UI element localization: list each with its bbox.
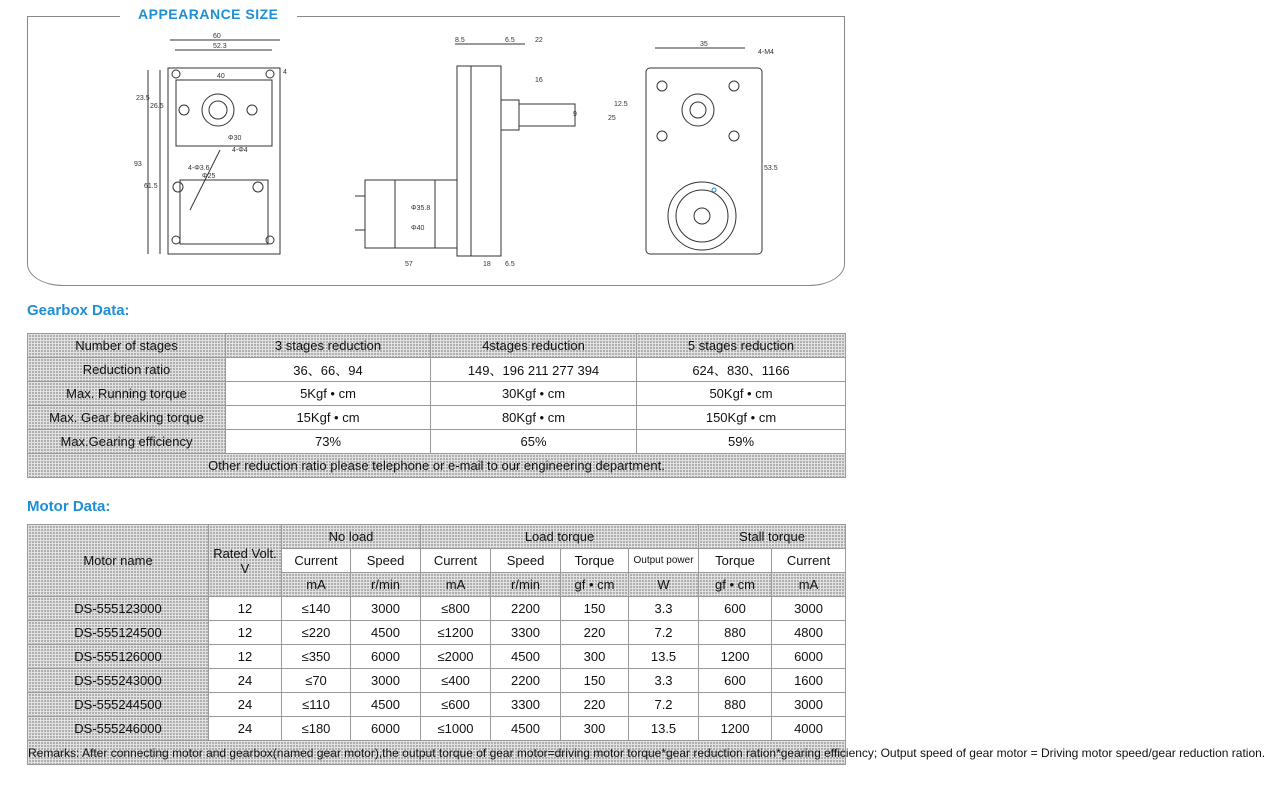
table-cell: ≤1200 xyxy=(421,621,491,645)
rated-volt-unit: V xyxy=(240,560,250,576)
table-cell: 220 xyxy=(561,693,629,717)
table-cell: 13.5 xyxy=(629,645,699,669)
table-cell: 880 xyxy=(699,621,772,645)
table-cell: 59% xyxy=(637,430,846,454)
table-cell: 13.5 xyxy=(629,717,699,741)
table-cell: 4800 xyxy=(772,621,846,645)
no-load-header: No load xyxy=(282,525,421,549)
dim-text: 22 xyxy=(535,37,543,44)
table-cell: 150Kgf • cm xyxy=(637,406,846,430)
table-cell: ≤110 xyxy=(282,693,351,717)
table-row xyxy=(28,693,846,717)
table-cell: 7.2 xyxy=(629,621,699,645)
dim-text: 60 xyxy=(213,33,221,40)
subheader-cell: Current xyxy=(772,549,846,573)
table-cell: 15Kgf • cm xyxy=(226,406,431,430)
table-cell: 3000 xyxy=(351,669,421,693)
table-cell: 36、66、94 xyxy=(226,358,431,382)
row-label: Max. Gear breaking torque xyxy=(28,406,226,430)
table-cell: 600 xyxy=(699,669,772,693)
table-cell: 24 xyxy=(209,717,282,741)
appearance-title: APPEARANCE SIZE xyxy=(120,6,297,22)
table-cell: 12 xyxy=(209,645,282,669)
table-cell: 12 xyxy=(209,621,282,645)
unit-cell: r/min xyxy=(351,573,421,597)
motor-name-cell: DS-555124500 xyxy=(28,621,209,645)
table-cell: ≤800 xyxy=(421,597,491,621)
unit-cell: mA xyxy=(421,573,491,597)
dim-text: 4-M4 xyxy=(758,49,774,56)
table-cell: 4500 xyxy=(351,693,421,717)
dim-text: Φ40 xyxy=(411,225,425,232)
header-cell: 3 stages reduction xyxy=(226,334,431,358)
dim-text: 23.5 xyxy=(136,95,150,102)
table-row xyxy=(28,621,846,645)
subheader-cell: Torque xyxy=(561,549,629,573)
table-cell: 65% xyxy=(431,430,637,454)
row-label: Reduction ratio xyxy=(28,358,226,382)
table-row xyxy=(28,406,846,430)
table-cell: ≤350 xyxy=(282,645,351,669)
table-cell: 6000 xyxy=(351,717,421,741)
table-cell: ≤400 xyxy=(421,669,491,693)
load-torque-header: Load torque xyxy=(421,525,699,549)
table-row xyxy=(28,430,846,454)
dim-text: 52.3 xyxy=(213,43,227,50)
subheader-cell: Torque xyxy=(699,549,772,573)
dim-text: 26.5 xyxy=(150,103,164,110)
dim-text: Φ30 xyxy=(228,135,242,142)
dim-text: 93 xyxy=(134,161,142,168)
table-cell: 4000 xyxy=(772,717,846,741)
table-cell: 73% xyxy=(226,430,431,454)
table-cell: 1200 xyxy=(699,645,772,669)
table-cell: 30Kgf • cm xyxy=(431,382,637,406)
stall-torque-header: Stall torque xyxy=(699,525,846,549)
gearbox-note-row xyxy=(28,454,846,478)
table-cell: 300 xyxy=(561,717,629,741)
dim-text: 4 xyxy=(283,69,287,76)
table-cell: ≤70 xyxy=(282,669,351,693)
dim-text: 61.5 xyxy=(144,183,158,190)
motor-table xyxy=(27,524,1265,765)
table-cell: ≤180 xyxy=(282,717,351,741)
front-view-drawing xyxy=(134,30,310,270)
motor-name-cell: DS-555123000 xyxy=(28,597,209,621)
dim-text: 6.5 xyxy=(505,261,515,268)
table-row xyxy=(28,717,846,741)
table-cell: 3.3 xyxy=(629,669,699,693)
row-label: Max.Gearing efficiency xyxy=(28,430,226,454)
row-label: Max. Running torque xyxy=(28,382,226,406)
table-cell: 6000 xyxy=(351,645,421,669)
unit-cell: W xyxy=(629,573,699,597)
table-cell: 6000 xyxy=(772,645,846,669)
subheader-cell: Speed xyxy=(351,549,421,573)
table-cell: 24 xyxy=(209,669,282,693)
dim-text: 35 xyxy=(700,41,708,48)
table-cell: ≤220 xyxy=(282,621,351,645)
motor-rows xyxy=(28,597,846,741)
dim-text: 9 xyxy=(573,111,577,118)
subheader-cell: Speed xyxy=(491,549,561,573)
dim-text: 12.5 xyxy=(614,101,628,108)
table-row xyxy=(28,645,846,669)
table-cell: 3000 xyxy=(351,597,421,621)
rated-volt-header xyxy=(209,525,282,597)
table-cell: 3300 xyxy=(491,621,561,645)
table-cell: 12 xyxy=(209,597,282,621)
table-cell: 4500 xyxy=(351,621,421,645)
back-view-drawing xyxy=(610,30,790,270)
table-cell: 3000 xyxy=(772,693,846,717)
dim-text: Φ35.8 xyxy=(411,205,431,212)
dim-text: 25 xyxy=(608,115,616,122)
table-cell: 50Kgf • cm xyxy=(637,382,846,406)
subheader-cell: Current xyxy=(421,549,491,573)
motor-header-row xyxy=(28,525,846,549)
table-cell: ≤600 xyxy=(421,693,491,717)
unit-cell: r/min xyxy=(491,573,561,597)
table-cell: 624、830、1166 xyxy=(637,358,846,382)
table-cell: 600 xyxy=(699,597,772,621)
table-cell: 3000 xyxy=(772,597,846,621)
unit-cell: gf • cm xyxy=(561,573,629,597)
dim-text: 40 xyxy=(217,73,225,80)
dim-text: Φ25 xyxy=(202,173,216,180)
table-cell: 4500 xyxy=(491,645,561,669)
table-cell: 220 xyxy=(561,621,629,645)
subheader-cell: Output power xyxy=(629,549,699,573)
subheader-cell: Current xyxy=(282,549,351,573)
gearbox-table xyxy=(27,333,846,478)
dim-text: 4-Φ4 xyxy=(232,147,248,154)
table-cell: 150 xyxy=(561,669,629,693)
table-cell: 4500 xyxy=(491,717,561,741)
unit-cell: gf • cm xyxy=(699,573,772,597)
motor-title: Motor Data: xyxy=(27,498,111,515)
header-cell: 5 stages reduction xyxy=(637,334,846,358)
table-cell: 150 xyxy=(561,597,629,621)
motor-remarks-row xyxy=(28,741,846,765)
dim-text: 53.5 xyxy=(764,165,778,172)
table-cell: ≤140 xyxy=(282,597,351,621)
dim-text: 8.5 xyxy=(455,37,465,44)
gearbox-header-row xyxy=(28,334,846,358)
table-row xyxy=(28,597,846,621)
side-view-drawing xyxy=(345,30,595,270)
dim-text: 16 xyxy=(535,77,543,84)
motor-name-cell: DS-555126000 xyxy=(28,645,209,669)
table-row xyxy=(28,382,846,406)
unit-cell: mA xyxy=(772,573,846,597)
table-cell: 7.2 xyxy=(629,693,699,717)
gearbox-title: Gearbox Data: xyxy=(27,302,130,319)
table-cell: 1600 xyxy=(772,669,846,693)
table-cell: ≤1000 xyxy=(421,717,491,741)
table-cell: 149、196 211 277 394 xyxy=(431,358,637,382)
table-cell: 3.3 xyxy=(629,597,699,621)
table-cell: 300 xyxy=(561,645,629,669)
unit-cell: mA xyxy=(282,573,351,597)
table-row xyxy=(28,669,846,693)
motor-remarks: Remarks: After connecting motor and gearbox(named gear motor),the output torque of gear motor=driving motor torque*gear reduction ration*gearing efficiency; Output speed of gear motor = Driving motor speed/gear reduction ration. xyxy=(28,741,846,765)
table-cell: 80Kgf • cm xyxy=(431,406,637,430)
motor-name-header: Motor name xyxy=(28,525,209,597)
table-cell: 2200 xyxy=(491,597,561,621)
dim-text: 18 xyxy=(483,261,491,268)
table-cell: ≤2000 xyxy=(421,645,491,669)
table-cell: 880 xyxy=(699,693,772,717)
dim-text: 4-Φ3.6 xyxy=(188,165,210,172)
motor-name-cell: DS-555244500 xyxy=(28,693,209,717)
table-cell: 24 xyxy=(209,693,282,717)
table-cell: 1200 xyxy=(699,717,772,741)
table-cell: 3300 xyxy=(491,693,561,717)
table-cell: 2200 xyxy=(491,669,561,693)
motor-name-cell: DS-555243000 xyxy=(28,669,209,693)
table-row xyxy=(28,358,846,382)
motor-name-cell: DS-555246000 xyxy=(28,717,209,741)
gearbox-note: Other reduction ratio please telephone or e-mail to our engineering department. xyxy=(28,454,846,478)
rated-volt-label: Rated Volt. xyxy=(213,545,277,561)
header-cell: Number of stages xyxy=(28,334,226,358)
dim-text: 6.5 xyxy=(505,37,515,44)
dim-text: 57 xyxy=(405,261,413,268)
table-cell: 5Kgf • cm xyxy=(226,382,431,406)
header-cell: 4stages reduction xyxy=(431,334,637,358)
